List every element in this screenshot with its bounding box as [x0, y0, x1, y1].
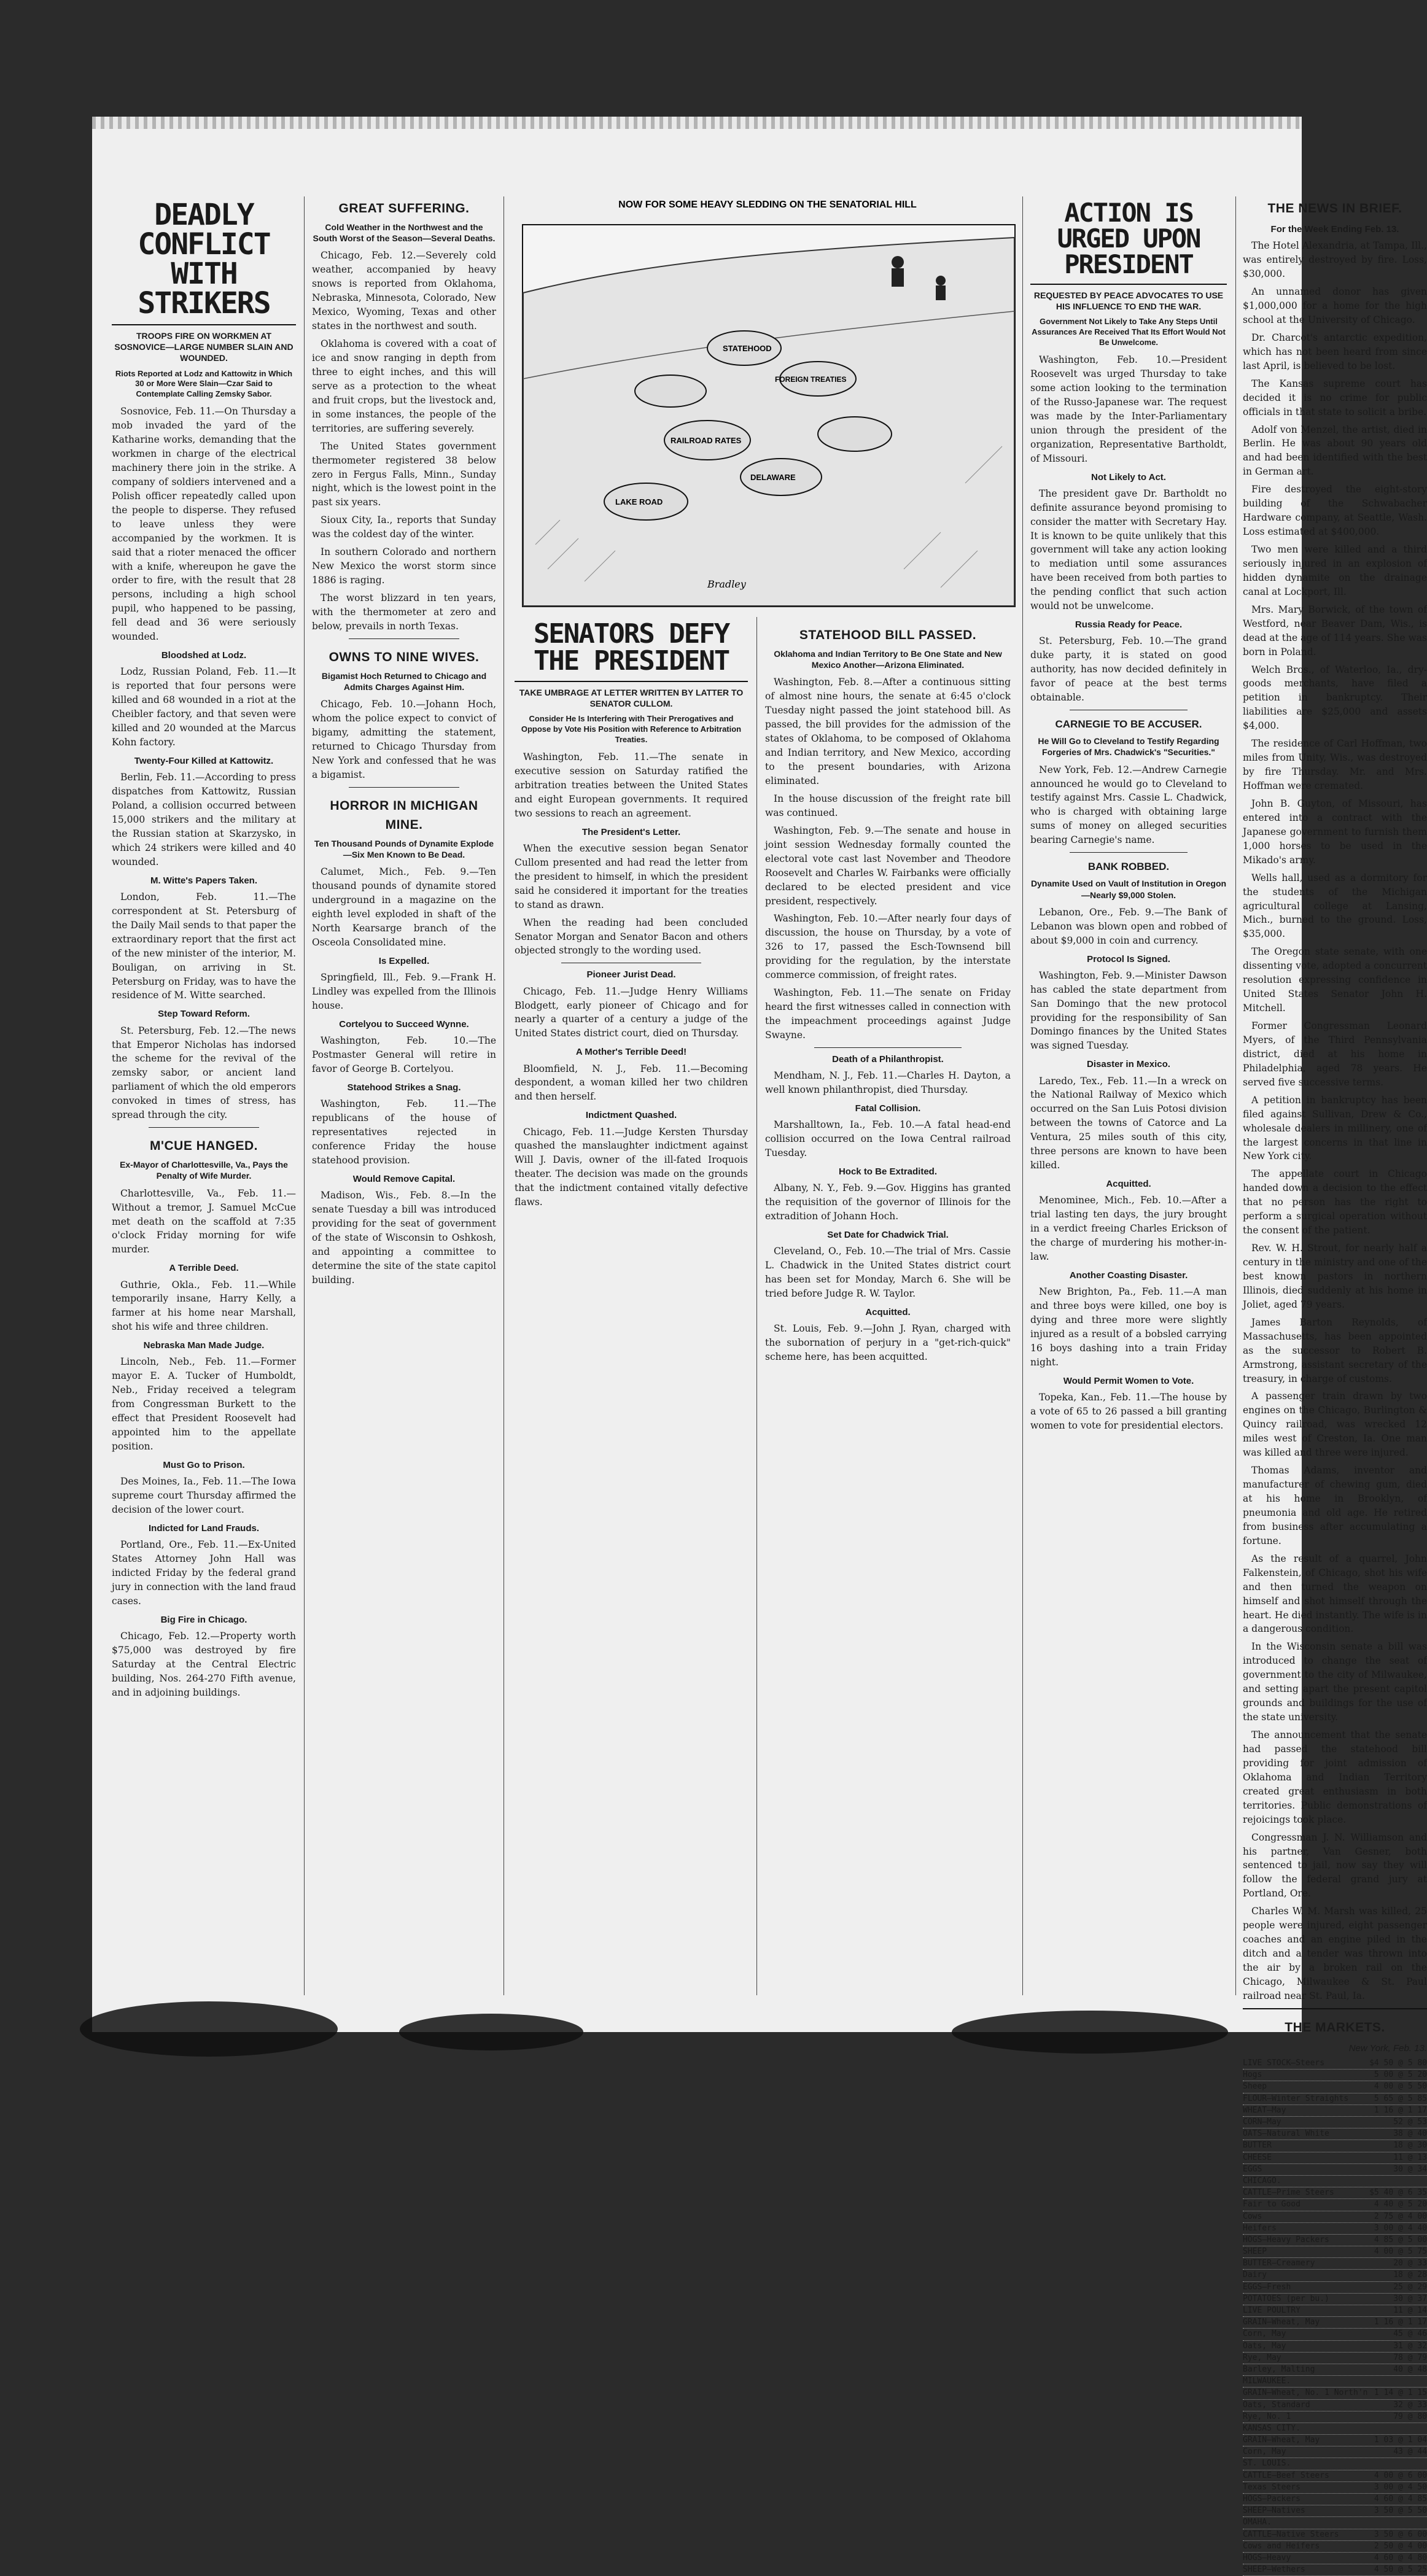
market-label: Cows and Heifers — [1243, 2541, 1320, 2551]
article-paragraph: When the reading had been concluded Senator Morgan and Senator Bacon and others objected strongly to the wording used. — [515, 917, 748, 956]
market-label: Sheep — [1243, 2082, 1267, 2092]
market-row — [1243, 2152, 1427, 2164]
divider — [1243, 2008, 1427, 2009]
market-row — [1243, 2376, 1427, 2388]
market-value: 1 16 @ 1 17 — [1374, 2105, 1427, 2115]
subhead: Fatal Collision. — [855, 1103, 921, 1114]
subhead: Acquitted. — [1106, 1179, 1151, 1190]
column-2 — [312, 196, 496, 2008]
deck: Cold Weather in the Northwest and the South Worst of the Season—Several Deaths. — [313, 222, 496, 244]
subhead: A Terrible Deed. — [169, 1263, 239, 1274]
cartoon-signature: Bradley — [707, 578, 746, 590]
news-brief-item: Welch Bros., of Waterloo, Ia., dry-goods merchants, have filed a petition in bankruptcy. Their liabilities are $25,000 and assets $4,000. — [1243, 664, 1427, 732]
subdeck: Riots Reported at Lodz and Kattowitz in Which 30 or More Were Slain—Czar Said to Contemplate Calling Zemsky Sabor. — [115, 368, 293, 399]
article-paragraph: Washington, Feb. 11.—The senate on Friday heard the first witnesses called in connection with the impeachment proceedings against Judge Swayne. — [765, 987, 1011, 1041]
subhead: Acquitted. — [865, 1306, 911, 1317]
news-brief-item: An unnamed donor has given $1,000,000 for a home for the high school at the University of Chicago. — [1243, 286, 1427, 325]
article-paragraph: St. Petersburg, Feb. 10.—The grand duke party, it is stated on good authority, has now decided definitely in favor of peace at the best terms obtainable. — [1030, 635, 1227, 704]
subhead: For the Week Ending Feb. 13. — [1270, 224, 1399, 235]
market-row — [1243, 2400, 1427, 2411]
market-row — [1243, 2423, 1427, 2435]
article-paragraph: When the executive session began Senator Cullom presented and had read the letter from the president to himself, in which the president said he considered it important for the treaties to stand as drawn. — [515, 842, 748, 910]
market-row — [1243, 2305, 1427, 2317]
market-label: Barley, Malting — [1243, 2364, 1315, 2374]
article-paragraph: Oklahoma is covered with a coat of ice and snow ranging in depth from three to eight inches, and this will serve as a protection to the wheat and fruit crops, but the livestock and, in some instances, the people of the territories, are suffering severely. — [312, 338, 496, 434]
market-row — [1243, 2081, 1427, 2093]
market-value: 3 50 @ 6 00 — [1374, 2529, 1427, 2539]
cartoon-illustration — [522, 224, 1016, 607]
market-row — [1243, 2446, 1427, 2458]
column-6 — [1243, 196, 1427, 2575]
market-row — [1243, 2364, 1427, 2376]
market-label: CHEESE — [1243, 2152, 1272, 2162]
news-brief-item: The residence of Carl Hoffman, two miles from Unity, Wis., was destroyed by fire Thursday. Mr. and Mrs. Hoffman were cremated. — [1243, 738, 1427, 792]
market-row — [1243, 2517, 1427, 2529]
news-brief-item: Fire destroyed the eight-story building of the Schwabacher Hardware company, at Seattle, Wash. Loss estimated at $400,000. — [1243, 484, 1427, 538]
market-row — [1243, 2529, 1427, 2541]
subhead: Disaster in Mexico. — [1087, 1059, 1170, 1070]
divider — [814, 1047, 962, 1048]
news-brief-item: The Hotel Alexandria, at Tampa, Ill., was entirely destroyed by fire. Loss, $30,000. — [1243, 240, 1427, 280]
market-label: Rye, No. 1 — [1243, 2411, 1291, 2421]
market-value: 2 75 @ 4 00 — [1374, 2211, 1427, 2221]
market-row — [1243, 2329, 1427, 2340]
market-row — [1243, 2128, 1427, 2140]
market-row — [1243, 2353, 1427, 2364]
market-label: Oats, Standard — [1243, 2400, 1310, 2410]
headline-deadly-conflict: DEADLY CONFLICT WITH STRIKERS — [138, 198, 270, 320]
headline-news-in-brief: THE NEWS IN BRIEF. — [1267, 201, 1402, 215]
deck: Ex-Mayor of Charlottesville, Va., Pays the Penalty of Wife Murder. — [120, 1160, 288, 1181]
market-label: CATTLE—Native Steers — [1243, 2529, 1339, 2539]
page-stain — [399, 2014, 583, 2050]
article-paragraph: Portland, Ore., Feb. 11.—Ex-United States Attorney John Hall was indicted Friday by the federal grand jury in connection with the land fraud cases. — [112, 1539, 296, 1607]
market-row — [1243, 2541, 1427, 2553]
market-row — [1243, 2176, 1427, 2187]
article-paragraph: Mendham, N. J., Feb. 11.—Charles H. Dayton, a well known philanthropist, died Thursday. — [765, 1070, 1011, 1096]
market-value: 3 00 @ 4 40 — [1374, 2223, 1427, 2233]
market-row — [1243, 2117, 1427, 2128]
market-value: 2 50 @ 4 00 — [1374, 2541, 1427, 2551]
headline-carnegie: CARNEGIE TO BE ACCUSER. — [1055, 718, 1202, 731]
article-paragraph: Sioux City, Ia., reports that Sunday was the coldest day of the winter. — [312, 514, 496, 540]
news-brief-item: Adolf von Menzel, the artist, died in Berlin. He was about 90 years old and had been identified with the best in German art. — [1243, 424, 1427, 478]
subhead: Big Fire in Chicago. — [160, 1614, 247, 1625]
article-paragraph: Sosnovice, Feb. 11.—On Thursday a mob invaded the yard of the Katharine works, demanding that the workmen in charge of the electrical machinery there join in the strike. A company of soldiers intervened and a Polish officer repeatedly called upon the people to disperse. They refused to leave unless they were accompanied by the workmen. It is said that a rioter menaced the officer with a knife, whereupon he gave the order to fire, with the result that 28 persons, including a high school pupil, who happened to be passing, fell dead and 36 were seriously wounded. — [112, 406, 296, 643]
subdeck: Government Not Likely to Take Any Steps Until Assurances Are Received That Its Effort Would Not Be Unwelcome. — [1032, 317, 1226, 347]
subhead: Is Expelled. — [378, 956, 430, 967]
market-row — [1243, 2223, 1427, 2235]
column-rule — [304, 196, 305, 1995]
column-3 — [515, 617, 748, 2008]
market-value: 52 @ 53 — [1393, 2117, 1427, 2127]
market-row — [1243, 2187, 1427, 2199]
article-paragraph: Berlin, Feb. 11.—According to press dispatches from Kattowitz, Russian Poland, a collision occurred between 15,000 strikers and the military at the Russian station at Skarzysko, in which 24 strikers were killed and 40 wounded. — [112, 772, 296, 867]
subhead: Statehood Strikes a Snag. — [347, 1082, 461, 1093]
article-paragraph: Lincoln, Neb., Feb. 11.—Former mayor E. A. Tucker of Humboldt, Neb., Friday received a telegram from Congressman Burkett to the effect that President Roosevelt had appointed him to the appellate position. — [112, 1356, 296, 1453]
market-value: 1 03 @ 1 04 — [1374, 2435, 1427, 2445]
subhead: Not Likely to Act. — [1091, 471, 1166, 483]
market-row — [1243, 2058, 1427, 2070]
article-paragraph: Washington, Feb. 9.—Minister Dawson has cabled the state department from San Domingo that the new protocol providing for the responsibility of San Domingo finances by the United States was signed Tuesday. — [1030, 969, 1227, 1052]
market-label: Texas Steers — [1243, 2482, 1301, 2492]
news-brief-item: The Oregon state senate, with one dissenting vote, adopted a concurrent resolution expressing confidence in United States Senator John H. Mitchell. — [1243, 946, 1427, 1014]
market-label: BUTTER — [1243, 2141, 1272, 2151]
market-label: Corn, May — [1243, 2329, 1286, 2339]
market-label: Rye, May — [1243, 2353, 1281, 2362]
article-paragraph: In southern Colorado and northern New Mexico the worst storm since 1886 is raging. — [312, 546, 496, 586]
market-label: WHEAT—May — [1243, 2105, 1286, 2115]
market-row — [1243, 2246, 1427, 2258]
subhead: Bloodshed at Lodz. — [161, 650, 247, 661]
divider — [515, 681, 748, 682]
article-paragraph: Lodz, Russian Poland, Feb. 11.—It is reported that four persons were killed and 68 wounded in a riot at the Cheibler factory, and that seven were killed and 20 wounded at the Marcus Kohn factory. — [112, 666, 296, 748]
market-label: OATS—Natural White — [1243, 2129, 1329, 2139]
deck: He Will Go to Cleveland to Testify Regarding Forgeries of Mrs. Chadwick's "Securities." — [1038, 736, 1219, 758]
news-brief-item: The appellate court in Chicago handed down a decision to the effect that no person has the right to perform a surgical operation without the consent of the patient. — [1243, 1168, 1427, 1236]
deck: Bigamist Hoch Returned to Chicago and Admits Charges Against Him. — [321, 670, 487, 692]
market-value: 45 @ 46 — [1393, 2329, 1427, 2339]
cartoon-label: LAKE ROAD — [615, 497, 663, 506]
subhead: Must Go to Prison. — [163, 1460, 245, 1470]
headline-senators-defy: SENATORS DEFY THE PRESIDENT — [533, 618, 729, 677]
news-brief-item: A passenger train drawn by two engines on the Chicago, Burlington & Quincy railroad, was wrecked 12 miles west of Creston, Ia. One man was killed and three were injured. — [1243, 1391, 1427, 1459]
divider — [1030, 284, 1227, 285]
article-paragraph: Washington, Feb. 11.—The senate in executive session on Saturday ratified the arbitration treaties between the United States and eight European governments. It required two sessions to reach an agreement. — [515, 751, 748, 819]
market-value: 18 @ 30 — [1393, 2141, 1427, 2151]
article-paragraph: Washington, Feb. 10.—After nearly four days of discussion, the house on Thursday, by a vote of 326 to 17, passed the Esch-Townsend bill providing for the regulation, by the interstate commerce commission, of freight rates. — [765, 913, 1011, 981]
headline-mccue-hanged: M'CUE HANGED. — [150, 1139, 258, 1154]
market-value: 38 @ 40 — [1393, 2129, 1427, 2139]
market-value: 25 @ 29 — [1393, 2282, 1427, 2292]
page-stain — [80, 2001, 338, 2057]
market-row — [1243, 2505, 1427, 2517]
market-label: HOGS—Heavy Packers — [1243, 2235, 1329, 2244]
market-label: KANSAS CITY. — [1243, 2423, 1301, 2433]
market-row — [1243, 2235, 1427, 2246]
market-label: LIVE POULTRY — [1243, 2306, 1301, 2316]
market-row — [1243, 2482, 1427, 2494]
market-label: GRAIN—Wheat, May — [1243, 2318, 1320, 2327]
news-brief-item: Congressman J. N. Williamson and his partner, Van Gesner, both sentenced to jail, now say they will follow the federal grand jury at Portland, Ore. — [1243, 1831, 1427, 1899]
market-row — [1243, 2211, 1427, 2223]
market-label: CATTLE—Prime Steers — [1243, 2188, 1334, 2198]
market-row — [1243, 2258, 1427, 2270]
cartoon-label: DELAWARE — [750, 473, 796, 482]
article-paragraph: Washington, Feb. 9.—The senate and house in joint session Wednesday formally counted the electoral vote cast last November and Theodore Roosevelt and Charles W. Fairbanks were officially declared to be elected president and vice president, respectively. — [765, 824, 1011, 907]
article-paragraph: Bloomfield, N. J., Feb. 11.—Becoming despondent, a woman killed her two children and then herself. — [515, 1063, 748, 1103]
subhead: The President's Letter. — [581, 826, 681, 837]
article-paragraph: Lebanon, Ore., Feb. 9.—The Bank of Lebanon was blown open and robbed of about $9,000 in coin and currency. — [1030, 906, 1227, 946]
market-row — [1243, 2199, 1427, 2211]
market-row — [1243, 2070, 1427, 2081]
article-paragraph: Albany, N. Y., Feb. 9.—Gov. Higgins has granted the requisition of the governor of Illinois for the extradition of Johann Hoch. — [765, 1182, 1011, 1222]
market-row — [1243, 2164, 1427, 2176]
column-rule — [1235, 196, 1236, 1995]
market-label: LIVE STOCK—Steers — [1243, 2058, 1325, 2068]
market-row — [1243, 2093, 1427, 2105]
market-label: HOGS—Packers — [1243, 2494, 1301, 2504]
news-brief-item: John B. Guyton, of Missouri, has entered into a contract with the Japanese government to furnish them 1,000 horses to be used in the Mikado's army. — [1243, 797, 1427, 866]
news-brief-item: Dr. Charcot's antarctic expedition, which has not been heard from since last April, is believed to be lost. — [1243, 332, 1427, 371]
deck: REQUESTED BY PEACE ADVOCATES TO USE HIS INFLUENCE TO END THE WAR. — [1033, 290, 1224, 312]
subhead: Set Date for Chadwick Trial. — [827, 1229, 949, 1240]
deck: Ten Thousand Pounds of Dynamite Explode—Six Men Known to Be Dead. — [314, 839, 494, 860]
market-value: 78 @ 79 — [1393, 2353, 1427, 2362]
market-row — [1243, 2317, 1427, 2329]
divider — [112, 324, 296, 325]
market-row — [1243, 2564, 1427, 2576]
markets-date: New York, Feb. 13. — [1348, 2043, 1427, 2054]
market-value: 31 @ 32 — [1393, 2341, 1427, 2351]
subhead: M. Witte's Papers Taken. — [150, 875, 258, 886]
article-paragraph: Washington, Feb. 10.—President Roosevelt was urged Thursday to take some action looking to the termination of the Russo-Japanese war. The request was made by the Inter-Parliamentary union through the president of the organization, Representative Bartholdt, of Missouri. — [1030, 354, 1227, 464]
divider — [349, 638, 459, 639]
market-value: 1 16 @ 1 17 — [1374, 2318, 1427, 2327]
market-label: GRAIN—Wheat, May — [1243, 2435, 1320, 2445]
news-brief-item: The Kansas supreme court has decided it is no crime for public officials in that state to solicit a bribe. — [1243, 378, 1427, 417]
article-paragraph: Topeka, Kan., Feb. 11.—The house by a vote of 65 to 26 passed a bill granting women to vote for presidential electors. — [1030, 1391, 1227, 1431]
headline-horror-michigan-mine: HORROR IN MICHIGAN MINE. — [330, 798, 478, 832]
deck: Oklahoma and Indian Territory to Be One State and New Mexico Another—Arizona Eliminated. — [774, 649, 1002, 670]
market-value: $4 50 @ 5 80 — [1369, 2058, 1427, 2068]
subhead: Cortelyou to Succeed Wynne. — [339, 1019, 469, 1030]
article-paragraph: Charlottesville, Va., Feb. 11.—Without a tremor, J. Samuel McCue met death on the scaffold at 7:35 o'clock Friday morning for wife murder. — [112, 1187, 296, 1255]
deck: TAKE UMBRAGE AT LETTER WRITTEN BY LATTER TO SENATOR CULLOM. — [519, 688, 744, 709]
market-row — [1243, 2458, 1427, 2470]
market-value: 18 @ 28 — [1393, 2270, 1427, 2280]
subhead: Hock to Be Extradited. — [838, 1166, 938, 1177]
news-brief-item: Former Congressman Leonard Myers, of the Third Pennsylvania district, died at his home in Philadelphia, aged 78 years. He served five successive terms. — [1243, 1020, 1427, 1088]
article-paragraph: London, Feb. 11.—The correspondent at St. Petersburg of the Daily Mail sends to that paper the extraordinary report that the first act of the new minister of the interior, M. Bouligan, on arriving in St. Petersburg on Friday, was to have the residence of M. Witte searched. — [112, 891, 296, 1001]
market-value: 40 @ 48 — [1393, 2364, 1427, 2374]
market-row — [1243, 2270, 1427, 2281]
markets-table — [1243, 2058, 1427, 2576]
market-label: EGGS—Fresh — [1243, 2282, 1291, 2292]
market-row — [1243, 2282, 1427, 2294]
subhead: Indicted for Land Frauds. — [148, 1523, 259, 1534]
column-4 — [765, 617, 1011, 2008]
market-label: Fair to Good — [1243, 2200, 1301, 2209]
market-label: GRAIN—Wheat, No. 1 North'n — [1243, 2388, 1368, 2398]
news-brief-item: Wells hall, used as a dormitory for the students of the Michigan agricultural college at Lansing, Mich., burned to the ground. Loss, $35,000. — [1243, 872, 1427, 940]
article-paragraph: The president gave Dr. Bartholdt no definite assurance beyond promising to consider the matter with Secretary Hay. It is known to be quite unlikely that this government will take any action looking to mediation until some assurances have been received from both parties to the pending conflict that such action would not be unwelcome. — [1030, 487, 1227, 612]
news-brief-item: A petition in bankruptcy has been filed against Sullivan, Drew & Co., wholesale dealers in millinery, one of the largest concerns in that line in New York city. — [1243, 1094, 1427, 1162]
article-paragraph: Chicago, Feb. 11.—Judge Kersten Thursday quashed the manslaughter indictment against Will J. Davis, owner of the ill-fated Iroquois theater. The decision was made on the grounds that the indictment contained vitally defective flaws. — [515, 1126, 748, 1208]
divider — [1070, 852, 1188, 853]
market-row — [1243, 2105, 1427, 2117]
article-paragraph: New York, Feb. 12.—Andrew Carnegie announced he would go to Cleveland to testify against Mrs. Cassie L. Chadwick, who is charged with obtaining large sums of money on alleged securities bearing Carnegie's name. — [1030, 764, 1227, 846]
market-value: 30 @ 37 — [1393, 2294, 1427, 2303]
market-value: 4 40 @ 5 20 — [1374, 2200, 1427, 2209]
headline-action-urged: ACTION IS URGED UPON PRESIDENT — [1057, 198, 1200, 279]
news-brief-item: Mrs. Mary Borwick, of the town of Westford, near Beaver Dam, Wis., is dead at the age of 114 years. She was born in Poland. — [1243, 603, 1427, 658]
subhead: Indictment Quashed. — [585, 1110, 677, 1121]
headline-statehood-bill: STATEHOOD BILL PASSED. — [799, 628, 977, 642]
headline-markets: THE MARKETS. — [1285, 2020, 1385, 2035]
market-row — [1243, 2435, 1427, 2446]
market-value: 3 50 @ 5 50 — [1374, 2506, 1427, 2516]
column-rule — [1022, 196, 1023, 1995]
article-paragraph: Washington, Feb. 8.—After a continuous sitting of almost nine hours, the senate at 6:45 o'clock Tuesday night passed the joint statehood bill. As passed, the bill provides for the admission of the states of Oklahoma, to be composed of Oklahoma and Indian territory, and New Mexico, according to the present boundaries, with Arizona eliminated. — [765, 677, 1011, 787]
market-label: CORN—May — [1243, 2117, 1281, 2127]
market-row — [1243, 2388, 1427, 2399]
article-paragraph: Washington, Feb. 10.—The Postmaster General will retire in favor of George B. Cortelyou. — [312, 1035, 496, 1075]
market-label: SHEEP—Natives — [1243, 2506, 1305, 2516]
market-value: 4 60 @ 4 80 — [1374, 2553, 1427, 2562]
headline-bank-robbed: BANK ROBBED. — [1087, 861, 1170, 873]
market-label: SHEEP — [1243, 2247, 1267, 2257]
market-value: 5 00 @ 5 20 — [1374, 2070, 1427, 2080]
market-label: MILWAUKEE. — [1243, 2376, 1291, 2386]
page-stain — [952, 2011, 1228, 2054]
article-paragraph: Laredo, Tex., Feb. 11.—In a wreck on the National Railway of Mexico which occurred on the San Luis Potosi division between the towns of Catorce and La Ventura, 25 miles south of this city, three persons are known to have been killed. — [1030, 1075, 1227, 1171]
news-brief-item: Rev. W. H. Strout, for nearly half a century in the ministry and one of the best known pastors in northern Illinois, died suddenly at his home in Joliet, aged 79 years. — [1243, 1243, 1427, 1310]
subhead: Russia Ready for Peace. — [1075, 619, 1183, 630]
market-value: 4 50 @ 5 25 — [1374, 2565, 1427, 2575]
market-label: Cows — [1243, 2211, 1262, 2221]
subdeck: Consider He Is Interfering with Their Prerogatives and Oppose by Vote His Position with Reference to Arbitration Treaties. — [521, 714, 742, 745]
column-1 — [112, 196, 296, 2008]
cartoon-label: RAILROAD RATES — [671, 436, 742, 445]
newspaper-page — [92, 117, 1427, 2575]
market-label: Hogs — [1243, 2070, 1262, 2080]
news-brief-item: Thomas Adams, inventor and manufacturer of chewing gum, died at his home in Brooklyn, of pneumonia and old age. He retired from business after accumulating a fortune. — [1243, 1465, 1427, 1546]
article-paragraph: The worst blizzard in ten years, with the thermometer at zero and below, prevails in north Texas. — [312, 592, 496, 632]
article-paragraph: St. Louis, Feb. 9.—John J. Ryan, charged with the subornation of perjury in a "get-rich-quick" scheme here, has been acquitted. — [765, 1323, 1011, 1362]
market-value: 4 00 @ 5 50 — [1374, 2082, 1427, 2092]
news-brief-item: As the result of a quarrel, John Falkenstein, of Chicago, shot his wife and then turned the weapon on himself and shot himself through the heart. He died instantly. The wife is in a dangerous condition. — [1243, 1553, 1427, 1635]
column-5 — [1030, 196, 1227, 2008]
divider — [149, 1127, 259, 1128]
market-label: Corn, May — [1243, 2447, 1286, 2457]
news-brief-list — [1243, 239, 1427, 2003]
market-label: Heifers — [1243, 2223, 1277, 2233]
article-paragraph: In the house discussion of the freight rate bill was continued. — [765, 793, 1011, 818]
market-row — [1243, 2140, 1427, 2152]
news-brief-item: Charles W. M. Marsh was killed, 25 people were injured, eight passenger coaches and an engine piled in the ditch and a tender was thrown into the air by a broken rail on the Chicago, Milwaukee & St. Paul railroad near St. Paul, Ia. — [1243, 1906, 1427, 2001]
market-label: ST. LOUIS. — [1243, 2459, 1291, 2469]
article-paragraph: Springfield, Ill., Feb. 9.—Frank H. Lindley was expelled from the Illinois house. — [312, 972, 496, 1012]
article-paragraph: Des Moines, Ia., Feb. 11.—The Iowa supreme court Thursday affirmed the decision of the lower court. — [112, 1476, 296, 1516]
market-row — [1243, 2470, 1427, 2482]
market-value: 30 @ 34 — [1393, 2164, 1427, 2174]
cartoon-label: STATEHOOD — [723, 344, 772, 353]
market-row — [1243, 2553, 1427, 2564]
article-paragraph: Chicago, Feb. 11.—Judge Henry Williams Blodgett, early pioneer of Chicago and for nearly a quarter of a century a judge of the United States district court, died on Thursday. — [515, 985, 748, 1039]
market-label: POTATOES (per bu.) — [1243, 2294, 1329, 2303]
subhead: Nebraska Man Made Judge. — [143, 1340, 265, 1351]
market-label: EGGS — [1243, 2164, 1262, 2174]
market-value: $5 40 @ 6 35 — [1369, 2188, 1427, 2198]
market-value: 20 @ 33 — [1393, 2259, 1427, 2268]
market-label: BUTTER—Creamery — [1243, 2259, 1315, 2268]
article-paragraph: The United States government thermometer registered 38 below zero in Fergus Falls, Minn., Sunday night, which is the lowest point in the past six years. — [312, 440, 496, 508]
market-label: HOGS—Heavy — [1243, 2553, 1291, 2562]
subhead: Would Permit Women to Vote. — [1063, 1375, 1194, 1386]
deck: TROOPS FIRE ON WORKMEN AT SOSNOVICE—LARGE NUMBER SLAIN AND WOUNDED. — [114, 331, 294, 363]
article-paragraph: St. Petersburg, Feb. 12.—The news that Emperor Nicholas has indorsed the scheme for the revival of the zemsky sabor, or ancient land parliament of which the old emperors convoked in times of stress, has spread through the city. — [112, 1025, 296, 1121]
news-brief-item: The announcement that the senate had passed the statehood bill providing for joint admission of Oklahoma and Indian Territory created great enthusiasm in both territories. Public demonstrations of rejoicings took place. — [1243, 1729, 1427, 1825]
market-value: 5 65 @ 5 85 — [1374, 2093, 1427, 2103]
market-value: 79 @ 80 — [1393, 2411, 1427, 2421]
article-paragraph: Calumet, Mich., Feb. 9.—Ten thousand pounds of dynamite stored underground in a magazine on the eighth level exploded in shaft of the North Kearsarge branch of the Osceola Consolidated mine. — [312, 866, 496, 949]
divider — [349, 787, 459, 788]
headline-owns-to-nine-wives: OWNS TO NINE WIVES. — [329, 650, 480, 664]
cartoon-label: FOREIGN TREATIES — [775, 375, 847, 384]
market-row — [1243, 2411, 1427, 2423]
market-row — [1243, 2341, 1427, 2353]
market-label: FLOUR—Winter Straights — [1243, 2093, 1349, 2103]
subhead: Death of a Philanthropist. — [832, 1053, 944, 1065]
market-value: 11 @ 13 — [1393, 2152, 1427, 2162]
news-brief-item: James Barton Reynolds, of Massachusetts, has been appointed as the successor to Robert B. Armstrong, assistant secretary of the treasury, in charge of customs. — [1243, 1316, 1427, 1384]
market-value: 4 00 @ 6 00 — [1374, 2470, 1427, 2480]
market-value: 4 00 @ 5 75 — [1374, 2247, 1427, 2257]
article-paragraph: Cleveland, O., Feb. 10.—The trial of Mrs. Cassie L. Chadwick in the United States district court has been set for Monday, March 6. She will be tried before Judge R. W. Taylor. — [765, 1246, 1011, 1299]
subhead: Pioneer Jurist Dead. — [586, 969, 676, 980]
market-value: 11 @ 14 — [1393, 2306, 1427, 2316]
market-value: 3 00 @ 4 50 — [1374, 2482, 1427, 2492]
market-label: SHEEP—Wethers — [1243, 2565, 1305, 2575]
subhead: Step Toward Reform. — [158, 1009, 250, 1020]
market-label: CHICAGO. — [1243, 2176, 1281, 2186]
article-paragraph: Chicago, Feb. 12.—Severely cold weather, accompanied by heavy snows is reported from Oklahoma, Nebraska, Minnesota, Colorado, New Mexico, Wyoming, Texas and other states in the northwest and south. — [312, 250, 496, 332]
subhead: A Mother's Terrible Deed! — [575, 1047, 687, 1058]
article-paragraph: Washington, Feb. 11.—The republicans of the house of representatives rejected in conference Friday the house statehood provision. — [312, 1098, 496, 1166]
article-paragraph: Chicago, Feb. 10.—Johann Hoch, whom the police expect to convict of bigamy, admitting the statement, returned to Chicago Thursday from New York and confessed that he was a bigamist. — [312, 699, 496, 780]
market-label: CATTLE—Beef Steers — [1243, 2470, 1329, 2480]
market-value: 32 @ 33 — [1393, 2400, 1427, 2410]
news-brief-item: In the Wisconsin senate a bill was introduced to change the seat of government to the city of Milwaukee, and setting apart the present capitol grounds and buildings for the use of the state university. — [1243, 1641, 1427, 1723]
market-label: OMAHA. — [1243, 2518, 1272, 2528]
article-paragraph: Madison, Wis., Feb. 8.—In the senate Tuesday a bill was introduced providing for the seat of government of the state of Wisconsin to Oshkosh, and appointing a committee to determine the site of the state capitol building. — [312, 1190, 496, 1286]
subhead: Would Remove Capital. — [352, 1173, 456, 1184]
subhead: Another Coasting Disaster. — [1069, 1270, 1188, 1281]
cartoon-title: NOW FOR SOME HEAVY SLEDDING ON THE SENATORIAL HILL — [618, 200, 917, 210]
article-paragraph: Guthrie, Okla., Feb. 11.—While temporarily insane, Harry Kelly, a farmer at his home near Marshall, shot his wife and three children. — [112, 1279, 296, 1333]
market-value: 4 85 @ 5 00 — [1374, 2235, 1427, 2244]
market-value: 43 @ 44 — [1393, 2447, 1427, 2457]
article-paragraph: New Brighton, Pa., Feb. 11.—A man and three boys were killed, one boy is dying and three more were slightly injured as a result of a bobsled carrying 16 boys dashing into a train Friday night. — [1030, 1286, 1227, 1368]
subhead: Protocol Is Signed. — [1087, 953, 1170, 964]
market-value: 4 60 @ 4 85 — [1374, 2494, 1427, 2504]
market-label: Oats, May — [1243, 2341, 1286, 2351]
article-paragraph: Menominee, Mich., Feb. 10.—After a trial lasting ten days, the jury brought in a verdict freeing Charles Erickson of the charge of murdering his mother-in-law. — [1030, 1195, 1227, 1263]
subhead: Twenty-Four Killed at Kattowitz. — [134, 755, 274, 766]
deck: Dynamite Used on Vault of Institution in Oregon—Nearly $9,000 Stolen. — [1030, 879, 1227, 900]
column-rule — [756, 617, 757, 1995]
market-row — [1243, 2494, 1427, 2505]
article-paragraph: Marshalltown, Ia., Feb. 10.—A fatal head-end collision occurred on the Iowa Central railroad Tuesday. — [765, 1119, 1011, 1159]
headline-great-suffering: GREAT SUFFERING. — [338, 201, 470, 215]
news-brief-item: Two men were killed and a third seriously injured in an explosion of hidden dynamite on the drainage canal at Lockport, Ill. — [1243, 544, 1427, 597]
article-paragraph: Chicago, Feb. 12.—Property worth $75,000 was destroyed by fire Saturday at the Central Electric building, Nos. 264-270 Fifth avenue, and in adjoining buildings. — [112, 1631, 296, 1698]
market-row — [1243, 2294, 1427, 2305]
market-label: Dairy — [1243, 2270, 1267, 2280]
market-value: 1 14 @ 1 15 — [1374, 2388, 1427, 2398]
